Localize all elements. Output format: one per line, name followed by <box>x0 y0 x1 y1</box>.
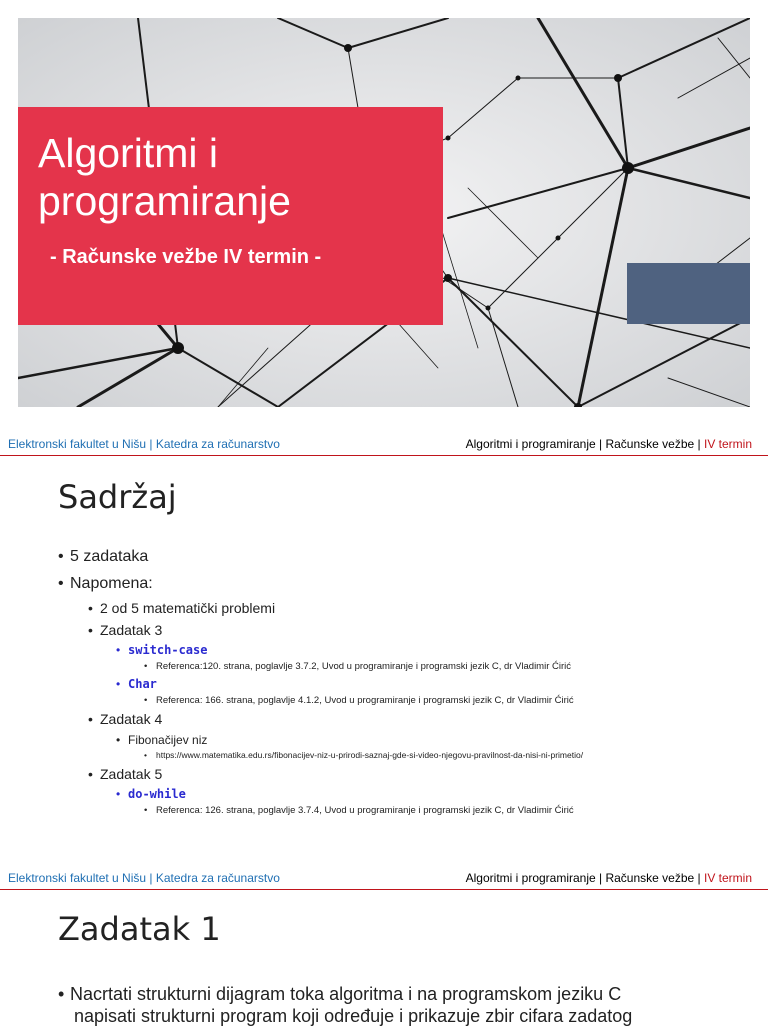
list-item: • 5 zadataka <box>58 548 149 565</box>
list-item: • Referenca: 126. strana, poglavlje 3.7.4, Uvod u programiranje i programski jezik C, dr Vladimir Ćirić <box>144 805 574 816</box>
slide-title: Sadržaj <box>58 478 177 516</box>
list-item: • Fibonačijev niz <box>116 733 208 747</box>
list-item: • https://www.matematika.edu.rs/fibonacijev-niz-u-prirodi-saznaj-gde-si-video-njegovu-pravilnost-da-nisi-ni-primetio/ <box>144 750 584 760</box>
header-divider <box>0 455 768 456</box>
list-item: • Referenca: 166. strana, poglavlje 4.1.2, Uvod u programiranje i programski jezik C, dr Vladimir Ćirić <box>144 695 574 706</box>
list-item: • 2 od 5 matematički problemi <box>88 600 276 616</box>
slide-title: Zadatak 1 <box>58 910 221 948</box>
list-item: • do-while <box>116 787 186 801</box>
list-item: • switch-case <box>116 643 208 657</box>
list-item: • Napomena: <box>58 575 153 592</box>
title-box <box>18 107 443 325</box>
title-slide <box>18 18 750 407</box>
list-item: • Char <box>116 677 157 691</box>
header-institution: Elektronski fakultet u Nišu | Katedra za računarstvo <box>8 871 280 885</box>
task-description-continued: napisati strukturni program koji određuje i prikazuje zbir cifara zadatog <box>74 1006 633 1026</box>
header-divider <box>0 889 768 890</box>
presentation-title: Algoritmi i programiranje <box>38 130 291 224</box>
list-item: • Zadatak 5 <box>88 766 163 782</box>
task-description: • Nacrtati strukturni dijagram toka algoritma i na programskom jeziku C <box>58 984 622 1004</box>
header-course: Algoritmi i programiranje | Računske vežbe | IV termin <box>465 871 752 885</box>
slide-header <box>0 434 768 454</box>
accent-box <box>627 263 750 324</box>
presentation-subtitle: - Računske vežbe IV termin - <box>50 246 322 268</box>
list-item: • Referenca:120. strana, poglavlje 3.7.2, Uvod u programiranje i programski jezik C, dr Vladimir Ćirić <box>144 661 572 672</box>
header-institution: Elektronski fakultet u Nišu | Katedra za računarstvo <box>8 437 280 451</box>
list-item: • Zadatak 4 <box>88 711 163 727</box>
list-item: • Zadatak 3 <box>88 622 163 638</box>
slide-header <box>0 868 768 888</box>
header-course: Algoritmi i programiranje | Računske vežbe | IV termin <box>465 437 752 451</box>
